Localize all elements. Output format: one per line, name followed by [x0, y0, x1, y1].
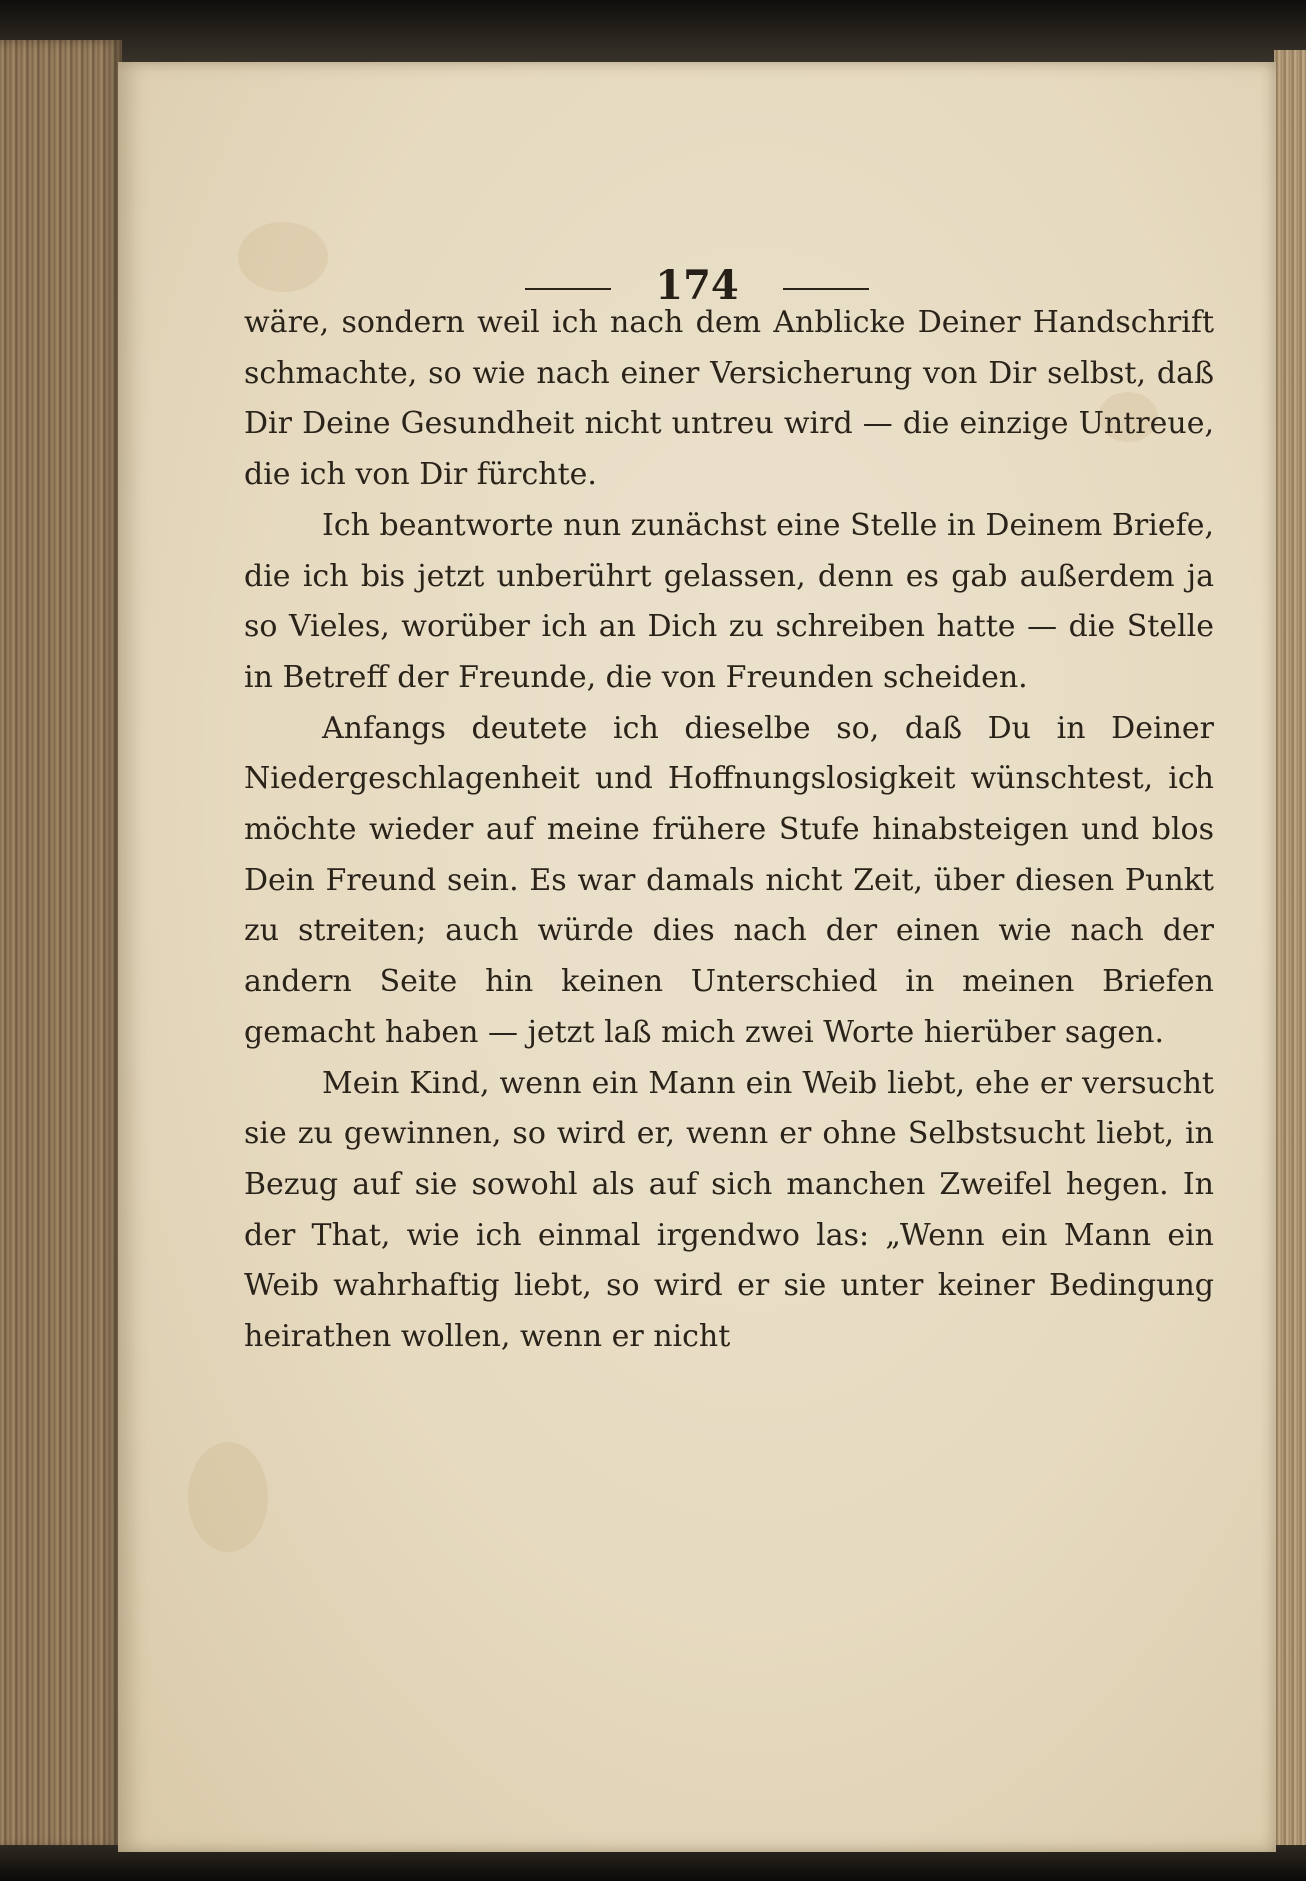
- header-rule-right: [783, 288, 869, 290]
- paragraph: wäre, sondern weil ich nach dem Anblicke Deiner Handschrift schmachte, so wie nach einer Versicherung von Dir selbst, daß Dir Deine Gesundheit nicht untreu wird — die einzige Untreue, die ich von Dir fürchte.: [244, 305, 1214, 493]
- book-cover-top: [0, 0, 1306, 70]
- page-number: 174: [655, 262, 739, 309]
- paragraph: Ich beantworte nun zunächst eine Stelle in Deinem Briefe, die ich bis jetzt unberührt gelassen, denn es gab außerdem ja so Vieles, worüber ich an Dich zu schreiben hatte — die Stelle in Betreff der Freunde, die von Freunden scheiden.: [244, 507, 1214, 695]
- paragraph: Mein Kind, wenn ein Mann ein Weib liebt, ehe er versucht sie zu gewinnen, so wird er, wenn er ohne Selbstsucht liebt, in Bezug auf sie sowohl als auf sich manchen Zweifel hegen. In der That, wie ich einmal irgendwo las: „Wenn ein Mann ein Weib wahrhaftig liebt, so wird er sie unter keiner Bedingung heirathen wollen, wenn er nicht: [244, 1065, 1214, 1355]
- page-edges-left: [0, 40, 122, 1850]
- page-edges-right: [1274, 50, 1306, 1850]
- paragraph: Anfangs deutete ich dieselbe so, daß Du in Deiner Niedergeschlagenheit und Hoffnungslosigkeit wünschtest, ich möchte wieder auf meine frühere Stufe hinabsteigen und blos Dein Freund sein. Es war damals nicht Zeit, über diesen Punkt zu streiten; auch würde dies nach der einen wie nach der andern Seite hin keinen Unterschied in meinen Briefen gemacht haben — jetzt laß mich zwei Worte hierüber sagen.: [244, 710, 1214, 1050]
- header-rule-left: [525, 288, 611, 290]
- page-body: [244, 298, 1214, 1363]
- paper-stain: [188, 1442, 268, 1552]
